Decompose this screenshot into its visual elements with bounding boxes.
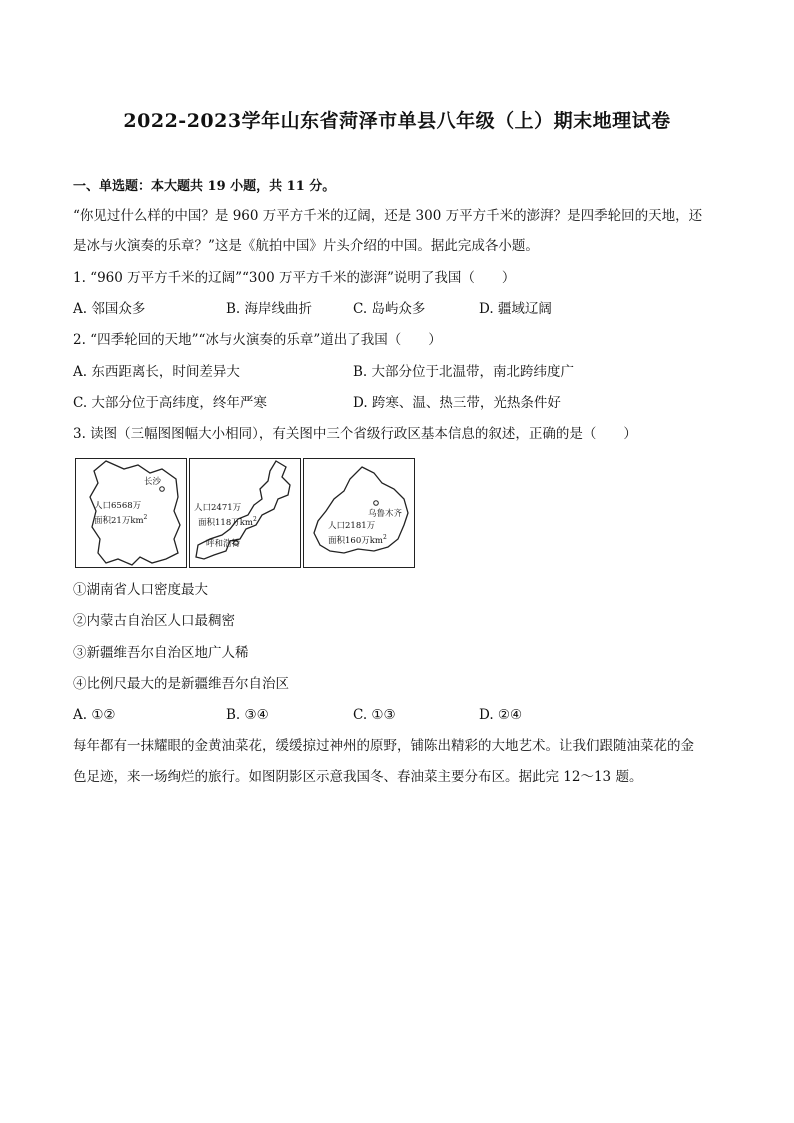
q3-stem: 3. 读图（三幅图图幅大小相同），有关图中三个省级行政区基本信息的叙述，正确的是（ ） [73, 426, 637, 442]
hunan-area: 面积21万$km^2$ [94, 514, 148, 526]
q3-option-b: B. ③④ [226, 707, 269, 723]
province-maps-figure [75, 458, 415, 568]
q1-option-d: D. 疆域辽阔 [479, 301, 552, 317]
section-heading: 一、单选题：本大题共 19 小题，共 11 分。 [73, 179, 336, 194]
inner-mongolia-area: 面积118万$km^2$ [198, 516, 257, 528]
inner-mongolia-population: 人口2471万 [194, 503, 242, 513]
map-xinjiang [303, 458, 415, 568]
q1-option-a: A. 邻国众多 [73, 301, 146, 317]
q1-option-c: C. 岛屿众多 [353, 301, 426, 317]
q2-option-d: D. 跨寒、温、热三带，光热条件好 [353, 395, 561, 411]
q3-statement-2: ②内蒙古自治区人口最稠密 [73, 613, 235, 629]
intro2-line-2: 色足迹，来一场绚烂的旅行。如图阴影区示意我国冬、春油菜主要分布区。据此完 12～13 题。 [73, 769, 643, 785]
q3-option-d: D. ②④ [479, 707, 523, 723]
q3-option-c: C. ①③ [353, 707, 396, 723]
xinjiang-population: 人口2181万 [328, 521, 376, 531]
q1-stem: 1. “960 万平方千米的辽阔”“300 万平方千米的澎湃”说明了我国（ ） [73, 270, 516, 286]
q3-option-a: A. ①② [73, 707, 116, 723]
xinjiang-area: 面积160万$km^2$ [328, 534, 387, 546]
q2-option-b: B. 大部分位于北温带，南北跨纬度广 [353, 364, 575, 380]
hunan-population: 人口6568万 [94, 501, 142, 511]
xinjiang-city-label: 乌鲁木齐 [368, 509, 403, 519]
intro-line-2: 是冰与火演奏的乐章？”这是《航拍中国》片头介绍的中国。据此完成各小题。 [73, 238, 539, 254]
q3-statement-1: ①湖南省人口密度最大 [73, 582, 208, 598]
q2-option-a: A. 东西距离长，时间差异大 [73, 364, 240, 380]
page-title: 2022-2023学年山东省菏泽市单县八年级（上）期末地理试卷 [123, 110, 671, 132]
inner-mongolia-outline [190, 459, 300, 567]
map-hunan [75, 458, 187, 568]
q3-statement-4: ④比例尺最大的是新疆维吾尔自治区 [73, 676, 289, 692]
map-inner-mongolia [189, 458, 301, 568]
q3-statement-3: ③新疆维吾尔自治区地广人稀 [73, 645, 249, 661]
intro2-line-1: 每年都有一抹耀眼的金黄油菜花，缓缓掠过神州的原野，铺陈出精彩的大地艺术。让我们跟随油菜花的金 [73, 738, 694, 754]
inner-mongolia-city-label: 呼和浩特 [206, 539, 241, 549]
intro-line-1: “你见过什么样的中国？是 960 万平方千米的辽阔，还是 300 万平方千米的澎湃？是四季轮回的天地，还 [73, 208, 703, 224]
q2-option-c: C. 大部分位于高纬度，终年严寒 [73, 395, 267, 411]
hunan-city-label: 长沙 [144, 477, 162, 487]
q1-option-b: B. 海岸线曲折 [226, 301, 313, 317]
q2-stem: 2. “四季轮回的天地”“冰与火演奏的乐章”道出了我国（ ） [73, 332, 442, 348]
